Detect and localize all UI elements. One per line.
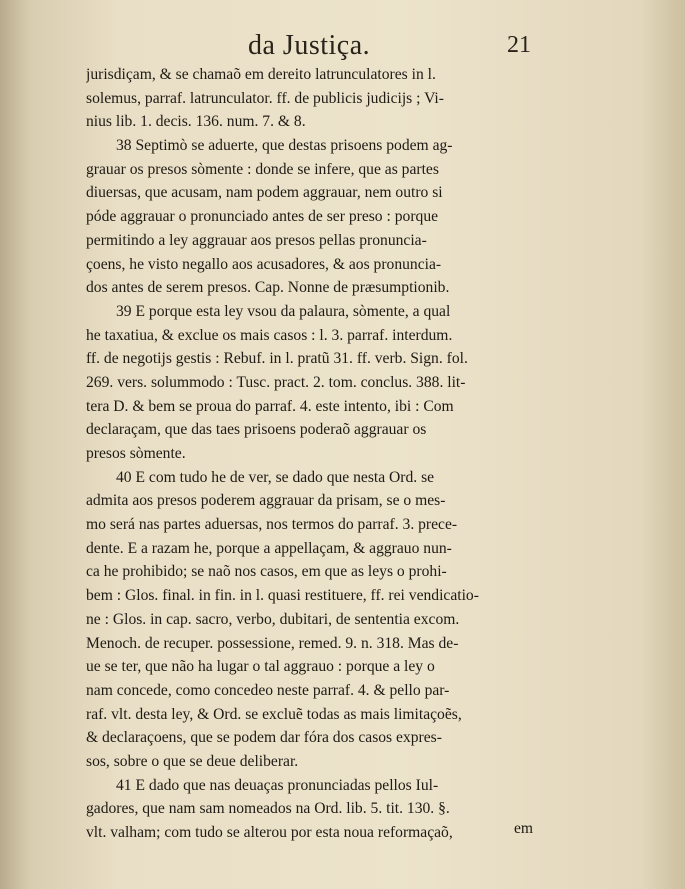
text-line: raf. vlt. desta ley, & Ord. se excluẽ todas as mais limitaçoẽs, [86, 705, 462, 723]
running-head: da Justiça. [248, 30, 371, 61]
text-line: 39 E porque esta ley vsou da palaura, sòmente, a qual [116, 302, 451, 320]
text-line: jurisdiçam, & se chamaõ em dereito latrunculatores in l. [86, 66, 436, 83]
text-line: admita aos presos poderem aggrauar da prisam, se o mes- [86, 492, 446, 510]
text-line: nius lib. 1. decis. 136. num. 7. & 8. [86, 113, 306, 131]
text-line: diuersas, que acusam, nam podem aggrauar, nem outro si [86, 184, 443, 202]
text-line: ff. de negotijs gestis : Rebuf. in l. pratũ 31. ff. verb. Sign. fol. [86, 350, 468, 368]
text-line: ue se ter, que não ha lugar o tal aggrauo : porque a ley o [86, 658, 435, 676]
text-line: çoens, he visto negallo aos acusadores, & aos pronuncia- [86, 255, 442, 273]
text-line: ne : Glos. in cap. sacro, verbo, dubitari, de sententia excom. [86, 610, 460, 628]
text-line: Menoch. de recuper. possessione, remed. 9. n. 318. Mas de- [86, 634, 459, 652]
text-line: declaraçam, que das taes prisoens poderaõ aggrauar os [86, 421, 427, 439]
text-line: gadores, que nam sam nomeados na Ord. lib. 5. tit. 130. §. [86, 800, 450, 818]
text-line: 38 Septimò se aduerte, que destas prisoens podem ag- [116, 137, 453, 155]
text-line: bem : Glos. final. in fin. in l. quasi restituere, ff. rei vendicatio- [86, 587, 479, 605]
text-line: grauar os presos sòmente : donde se infere, que as partes [86, 160, 439, 178]
page-number: 21 [507, 32, 531, 58]
catchword: em [514, 820, 534, 837]
text-line: tera D. & bem se proua do parraf. 4. este intento, ibi : Com [86, 397, 454, 415]
text-line: dente. E a razam he, porque a appellaçam, & aggrauo nun- [86, 539, 452, 557]
text-line: presos sòmente. [86, 445, 186, 462]
text-line: 41 E dado que nas deuaças pronunciadas pellos Iul- [116, 776, 439, 794]
text-line: solemus, parraf. latrunculator. ff. de publicis judicijs ; Vi- [86, 89, 444, 107]
text-line: póde aggrauar o pronunciado antes de ser preso : porque [86, 208, 439, 226]
text-line: ca he prohibido; se naõ nos casos, em que as leys o prohi- [86, 563, 447, 581]
text-line: nam concede, como concedeo neste parraf. 4. & pello par- [86, 681, 450, 699]
text-line: he taxatiua, & exclue os mais casos : l. 3. parraf. interdum. [86, 326, 453, 344]
text-line: sos, sobre o que se deue deliberar. [86, 752, 299, 770]
text-line: vlt. valham; com tudo se alterou por esta noua reformaçaõ, [86, 824, 453, 841]
text-line: & declaraçoens, que se podem dar fóra dos casos expres- [86, 729, 442, 747]
text-line: 40 E com tudo he de ver, se dado que nesta Ord. se [116, 468, 435, 486]
text-line: dos antes de serem presos. Cap. Nonne de præsumptionib. [86, 279, 450, 297]
body-text [86, 63, 544, 845]
text-line: permitindo a ley aggrauar aos presos pellas pronuncia- [86, 231, 427, 249]
text-line: 269. vers. solummodo : Tusc. pract. 2. tom. conclus. 388. lit- [86, 373, 466, 391]
text-line: mo será nas partes aduersas, nos termos do parraf. 3. prece- [86, 516, 458, 534]
